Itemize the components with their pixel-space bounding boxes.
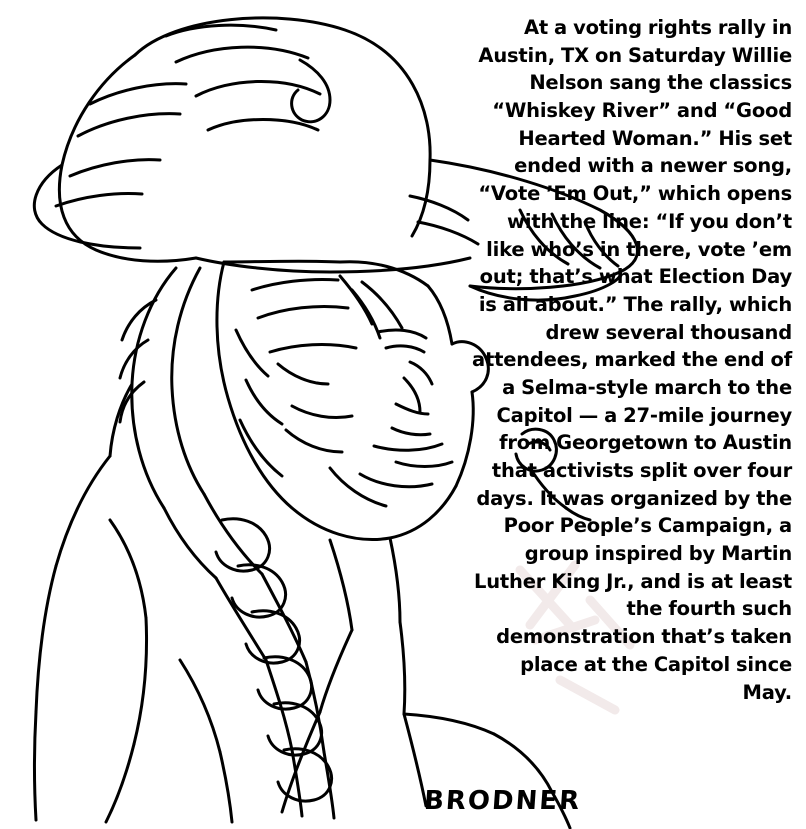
hair-braids <box>110 268 334 818</box>
artist-signature: BRODNER <box>422 786 583 816</box>
face-shape <box>217 261 488 539</box>
caption-text: At a voting rights rally in Austin, TX on Saturday Willie Nelson sang the classics “Whiskey River” and “Good Hearted Woman.” His set ended with a newer song, “Vote ’Em Out,” which opens with the line: “If you don’t like who’s in there, vote ’em out; that’s what Election Day is all about.” The rally, which drew several thousand attendees, marked the end of a Selma-style march to the Capitol — a 27-mile journey from Georgetown to Austin that activists split over four days. It was organized by the Poor People’s Campaign, a group inspired by Martin Luther King Jr., and is at least the fourth such demonstration that’s taken place at the Capitol since May. <box>472 16 799 704</box>
